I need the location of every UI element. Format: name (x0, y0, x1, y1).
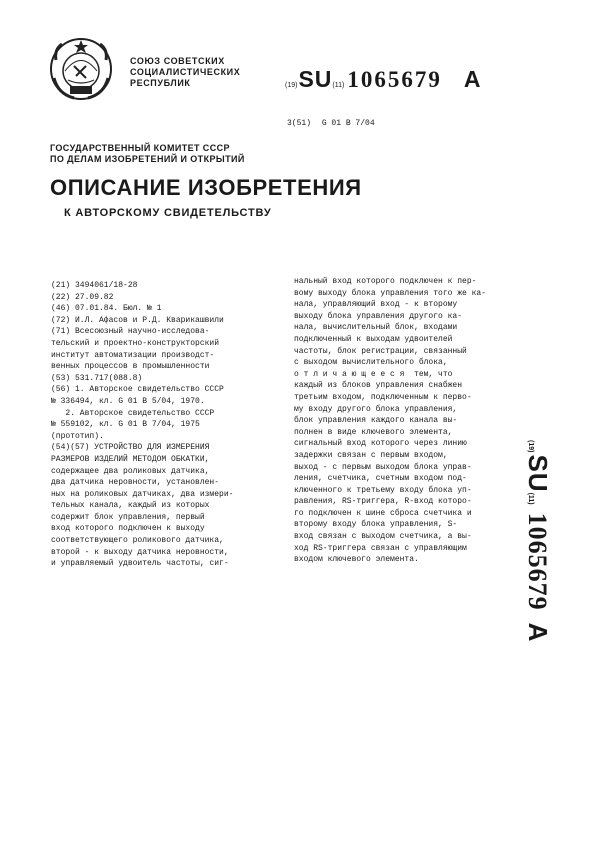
left-column-line: (46) 07.01.84. Бюл. № 1 (51, 304, 162, 314)
right-column-line: выход - с первым выходом блока управ- (294, 462, 472, 472)
patent-number-line (285, 66, 480, 93)
vertical-patent-number-text: 1065679 (523, 512, 552, 611)
country-code: SU (298, 66, 333, 92)
vertical-code-11: (11) (527, 492, 534, 505)
right-column-line: го подключен к шине сброса счетчика и (294, 508, 472, 518)
left-column-line: (21) 3494061/18-28 (51, 281, 138, 290)
right-column-line: нала, управляющий вход - к второму (294, 300, 458, 310)
right-column-line: о т л и ч а ю щ е е с я тем, что (294, 369, 453, 379)
right-column-line: вому выходу блока управления того же ка- (294, 288, 487, 298)
left-column-line: ных на роликовых датчиках, два измери- (51, 489, 234, 499)
union-line-3: РЕСПУБЛИК (130, 78, 191, 88)
classification-line (287, 119, 375, 128)
right-column-text (294, 276, 522, 566)
patent-number: 1065679 (347, 67, 442, 92)
right-column-line: вход связан с выходом счетчика, а вы- (294, 532, 472, 542)
right-column-line: нальный вход которого подключен к пер- (294, 277, 477, 286)
right-column-line: с выходом вычислительного блока, (294, 358, 448, 368)
vertical-country-code: SU (523, 454, 553, 493)
right-column-line: каждый из блоков управления снабжен (294, 381, 463, 391)
right-column-line: сигнальный вход которого через линию (294, 439, 467, 449)
classification: G 01 B 7/04 (321, 119, 375, 128)
left-column-line: тельных канала, каждый из которых (51, 501, 210, 511)
left-column-line: институт автоматизации производст- (51, 350, 215, 360)
right-column-line: выходу блока управления другого ка- (294, 311, 463, 321)
union-name (130, 56, 240, 89)
left-column-line: содержит блок управления, первый (51, 512, 205, 522)
left-column-line: второй - к выходу датчика неровности, (51, 547, 229, 557)
committee-line-2: ПО ДЕЛАМ ИЗОБРЕТЕНИЙ И ОТКРЫТИЙ (50, 154, 245, 164)
right-column-line: подключенный к выходам удвоителей (294, 334, 453, 344)
left-column-line: (54)(57) УСТРОЙСТВО ДЛЯ ИЗМЕРЕНИЯ (51, 443, 210, 453)
left-column-line: (72) И.Л. Афасов и Р.Д. Кварикашвили (51, 315, 224, 325)
right-column-line: ключенного к третьему входу блока уп- (294, 485, 472, 495)
code-11: (11) (332, 82, 345, 89)
right-column-line: ход RS-триггера связан с управляющим (294, 543, 467, 553)
left-column-line: и управляемый удвоитель частоты, сиг- (51, 559, 229, 569)
committee-line-1: ГОСУДАРСТВЕННЫЙ КОМИТЕТ СССР (50, 143, 230, 153)
left-column-line: РАЗМЕРОВ ИЗДЕЛИЙ МЕТОДОМ ОБКАТКИ, (51, 454, 210, 464)
right-column-line: входом ключевого элемента. (294, 555, 419, 565)
left-column-line: № 336494, кл. G 01 B 5/04, 1970. (51, 396, 205, 406)
left-column-line: 2. Авторское свидетельство СССР (51, 408, 215, 418)
right-column-line: третьим входом, подключенным к перво- (294, 392, 472, 402)
right-column-line: нала, вычислительный блок, входами (294, 323, 458, 333)
right-column-line: му входу другого блока управления, (294, 404, 458, 414)
patent-kind: A (463, 66, 481, 92)
right-column-line: второму входу блока управления, S- (294, 520, 458, 530)
left-column-line: (56) 1. Авторское свидетельство СССР (51, 385, 224, 395)
committee-name (50, 143, 245, 165)
right-column-line: ления, счетчика, счетным входом под- (294, 474, 467, 484)
left-column-line: (53) 531.717(088.8) (51, 373, 143, 383)
ussr-emblem-icon (48, 36, 114, 102)
document-title: ОПИСАНИЕ ИЗОБРЕТЕНИЯ (50, 175, 362, 200)
left-column-line: (прототип). (51, 431, 104, 441)
right-column-line: равления, RS-триггера, R-вход которо- (294, 497, 472, 507)
left-column-line: № 559102, кл. G 01 B 7/04, 1975 (51, 420, 200, 430)
left-column-line: соответствующего роликового датчика, (51, 536, 224, 546)
code-19: (19) (285, 82, 298, 89)
union-line-1: СОЮЗ СОВЕТСКИХ (130, 56, 225, 66)
left-column-line: (22) 27.09.82 (51, 292, 114, 302)
vertical-patent-number (515, 440, 557, 690)
right-column-line: полнен в виде ключевого элемента, (294, 427, 453, 437)
left-column-line: вход которого подключен к выходу (51, 524, 205, 534)
right-column-line: частоты, блок регистрации, связанный (294, 346, 467, 356)
union-line-2: СОЦИАЛИСТИЧЕСКИХ (130, 67, 241, 77)
right-column-line: задержки связан с первым входом, (294, 450, 448, 460)
vertical-code-19: (19) (527, 440, 534, 453)
left-column-line: два датчика неровности, установлен- (51, 478, 220, 488)
vertical-patent-kind: A (523, 622, 553, 642)
right-column-line: блок управления каждого канала вы- (294, 416, 458, 426)
left-column-line: содержащее два роликовых датчика, (51, 466, 210, 476)
code-51: 3(51) (287, 119, 312, 128)
document-subtitle: К АВТОРСКОМУ СВИДЕТЕЛЬСТВУ (64, 207, 272, 219)
left-column-line: (71) Всесоюзный научно-исследова- (51, 327, 210, 337)
left-column-text (51, 280, 285, 570)
left-column-line: венных процессов в промышленности (51, 362, 210, 372)
left-column-line: тельский и проектно-конструкторский (51, 338, 220, 348)
